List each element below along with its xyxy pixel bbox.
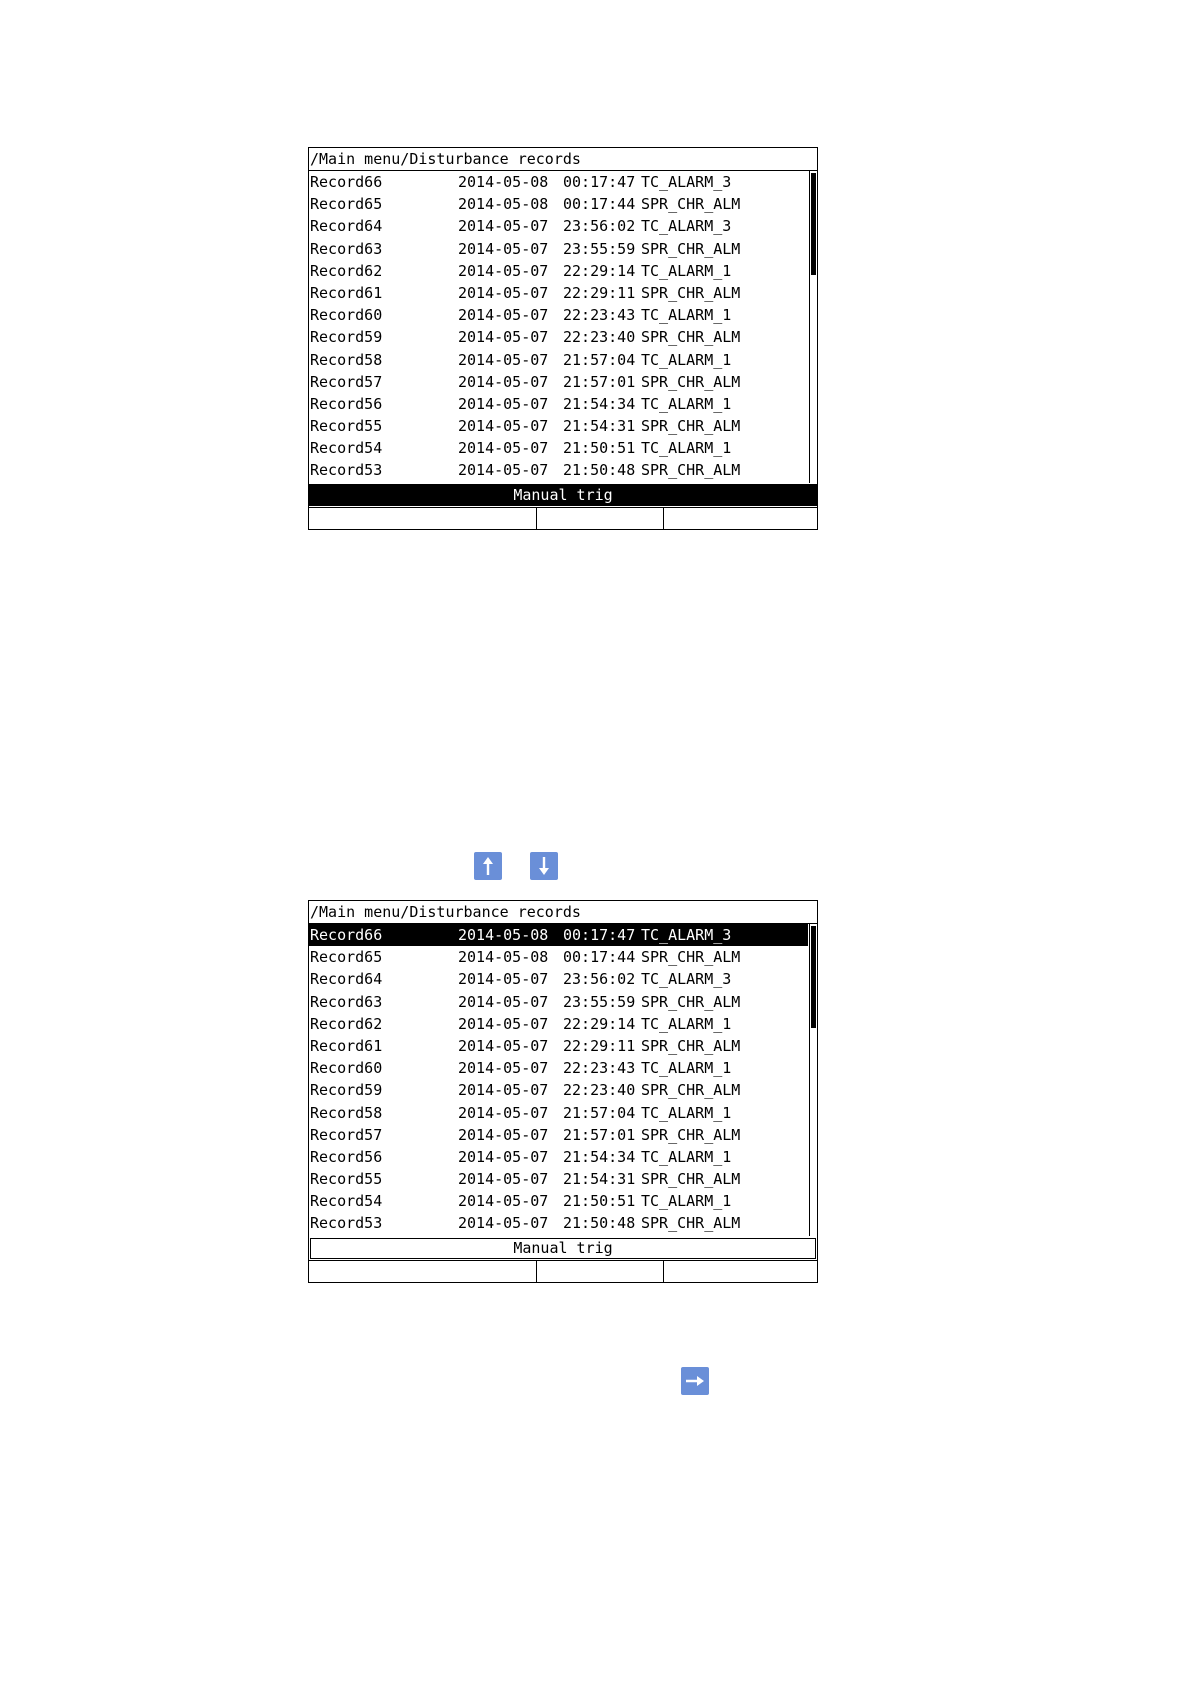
record-time: 21:54:31: [563, 417, 636, 436]
record-event: SPR_CHR_ALM: [641, 239, 741, 258]
record-name: Record66: [310, 926, 383, 944]
record-row[interactable]: [309, 946, 808, 968]
record-event: SPR_CHR_ALM: [641, 948, 741, 967]
record-event: SPR_CHR_ALM: [641, 1214, 741, 1233]
record-time: 22:29:14: [563, 1014, 636, 1033]
record-date: 2014-05-07: [458, 992, 549, 1011]
record-event: TC_ALARM_1: [641, 1103, 732, 1122]
record-time: 22:29:14: [563, 261, 636, 280]
record-date: 2014-05-07: [458, 306, 549, 325]
record-row[interactable]: [309, 437, 808, 459]
record-name: Record63: [310, 239, 383, 258]
record-date: 2014-05-08: [458, 948, 549, 967]
record-list: [309, 171, 808, 482]
softkey-1[interactable]: [309, 1261, 537, 1282]
record-name: Record65: [310, 948, 383, 967]
record-name: Record56: [310, 394, 383, 413]
record-event: SPR_CHR_ALM: [641, 1081, 741, 1100]
record-date: 2014-05-07: [458, 1103, 549, 1122]
record-name: Record57: [310, 372, 383, 391]
record-name: Record58: [310, 1103, 383, 1122]
record-name: Record55: [310, 417, 383, 436]
record-date: 2014-05-07: [458, 1014, 549, 1033]
record-row[interactable]: [309, 193, 808, 215]
lhmi-screen-1: [308, 147, 818, 530]
manual-trig-button[interactable]: Manual trig: [310, 1238, 816, 1259]
record-time: 22:23:43: [563, 306, 636, 325]
arrow-down-icon: [530, 852, 558, 880]
record-time: 21:57:01: [563, 372, 636, 391]
record-time: 23:56:02: [563, 217, 636, 236]
record-event: SPR_CHR_ALM: [641, 328, 741, 347]
record-event: TC_ALARM_1: [641, 1192, 732, 1211]
record-date: 2014-05-07: [458, 1147, 549, 1166]
record-event: SPR_CHR_ALM: [641, 283, 741, 302]
record-event: TC_ALARM_1: [641, 306, 732, 325]
record-row[interactable]: [309, 968, 808, 990]
softkey-3[interactable]: [664, 508, 817, 529]
record-name: Record57: [310, 1125, 383, 1144]
record-name: Record59: [310, 1081, 383, 1100]
record-time: 23:55:59: [563, 239, 636, 258]
record-row[interactable]: [309, 238, 808, 260]
record-event: TC_ALARM_1: [641, 1147, 732, 1166]
record-name: Record55: [310, 1170, 383, 1189]
record-row[interactable]: [309, 260, 808, 282]
record-event: SPR_CHR_ALM: [641, 1125, 741, 1144]
record-name: Record56: [310, 1147, 383, 1166]
record-row[interactable]: [309, 924, 808, 946]
record-date: 2014-05-07: [458, 372, 549, 391]
record-name: Record63: [310, 992, 383, 1011]
record-date: 2014-05-07: [458, 1059, 549, 1078]
record-name: Record61: [310, 283, 383, 302]
breadcrumb: /Main menu/Disturbance records: [309, 901, 817, 924]
record-date: 2014-05-07: [458, 350, 549, 369]
record-time: 21:50:51: [563, 1192, 636, 1211]
record-row[interactable]: [309, 304, 808, 326]
record-date: 2014-05-07: [458, 239, 549, 258]
record-row[interactable]: [309, 1212, 808, 1234]
record-event: SPR_CHR_ALM: [641, 1036, 741, 1055]
record-event: SPR_CHR_ALM: [641, 195, 741, 214]
record-date: 2014-05-08: [458, 926, 549, 944]
record-event: TC_ALARM_1: [641, 439, 732, 458]
record-event: TC_ALARM_1: [641, 1014, 732, 1033]
record-date: 2014-05-07: [458, 1036, 549, 1055]
record-time: 00:17:47: [563, 173, 636, 191]
scrollbar[interactable]: [809, 171, 818, 483]
record-row[interactable]: [309, 349, 808, 371]
record-event: SPR_CHR_ALM: [641, 1170, 741, 1189]
record-event: SPR_CHR_ALM: [641, 461, 741, 480]
softkey-2[interactable]: [537, 1261, 664, 1282]
record-time: 00:17:44: [563, 948, 636, 967]
record-row[interactable]: [309, 1079, 808, 1101]
record-event: TC_ALARM_1: [641, 394, 732, 413]
record-event: SPR_CHR_ALM: [641, 417, 741, 436]
record-event: TC_ALARM_1: [641, 1059, 732, 1078]
record-date: 2014-05-07: [458, 417, 549, 436]
record-date: 2014-05-07: [458, 461, 549, 480]
softkey-2[interactable]: [537, 508, 664, 529]
record-event: TC_ALARM_3: [641, 173, 732, 191]
arrow-right-icon: [681, 1367, 709, 1395]
record-name: Record53: [310, 1214, 383, 1233]
record-time: 22:29:11: [563, 283, 636, 302]
record-time: 22:29:11: [563, 1036, 636, 1055]
record-time: 21:50:48: [563, 461, 636, 480]
record-date: 2014-05-07: [458, 283, 549, 302]
record-time: 23:55:59: [563, 992, 636, 1011]
record-event: TC_ALARM_1: [641, 261, 732, 280]
record-time: 21:50:51: [563, 439, 636, 458]
record-date: 2014-05-07: [458, 1125, 549, 1144]
softkey-1[interactable]: [309, 508, 537, 529]
record-date: 2014-05-07: [458, 394, 549, 413]
record-row[interactable]: [309, 415, 808, 437]
record-name: Record59: [310, 328, 383, 347]
record-row[interactable]: [309, 1013, 808, 1035]
record-time: 21:54:34: [563, 394, 636, 413]
record-row[interactable]: [309, 393, 808, 415]
record-row[interactable]: [309, 1168, 808, 1190]
record-date: 2014-05-07: [458, 217, 549, 236]
record-date: 2014-05-07: [458, 1192, 549, 1211]
record-row[interactable]: [309, 215, 808, 237]
record-name: Record62: [310, 1014, 383, 1033]
record-row[interactable]: [309, 1057, 808, 1079]
record-time: 22:23:43: [563, 1059, 636, 1078]
record-time: 21:57:04: [563, 350, 636, 369]
record-time: 21:57:01: [563, 1125, 636, 1144]
record-row[interactable]: [309, 282, 808, 304]
record-row[interactable]: [309, 459, 808, 481]
record-time: 22:23:40: [563, 1081, 636, 1100]
record-row[interactable]: [309, 1102, 808, 1124]
record-event: SPR_CHR_ALM: [641, 992, 741, 1011]
record-date: 2014-05-08: [458, 173, 549, 191]
scrollbar[interactable]: [809, 924, 818, 1236]
record-name: Record60: [310, 1059, 383, 1078]
record-date: 2014-05-07: [458, 1170, 549, 1189]
record-date: 2014-05-08: [458, 195, 549, 214]
record-name: Record54: [310, 1192, 383, 1211]
softkey-bar: [309, 1260, 817, 1282]
record-name: Record62: [310, 261, 383, 280]
record-time: 00:17:47: [563, 926, 636, 944]
record-event: TC_ALARM_1: [641, 350, 732, 369]
record-date: 2014-05-07: [458, 261, 549, 280]
record-time: 21:50:48: [563, 1214, 636, 1233]
record-event: TC_ALARM_3: [641, 926, 732, 944]
record-event: SPR_CHR_ALM: [641, 372, 741, 391]
record-time: 21:54:31: [563, 1170, 636, 1189]
record-row[interactable]: [309, 1124, 808, 1146]
record-time: 23:56:02: [563, 970, 636, 989]
record-list: [309, 924, 808, 1235]
record-name: Record64: [310, 217, 383, 236]
arrow-up-icon: [474, 852, 502, 880]
record-row[interactable]: [309, 371, 808, 393]
record-date: 2014-05-07: [458, 970, 549, 989]
softkey-bar: [309, 507, 817, 529]
record-date: 2014-05-07: [458, 1214, 549, 1233]
record-date: 2014-05-07: [458, 439, 549, 458]
record-name: Record65: [310, 195, 383, 214]
record-time: 21:57:04: [563, 1103, 636, 1122]
record-name: Record54: [310, 439, 383, 458]
record-name: Record61: [310, 1036, 383, 1055]
record-row[interactable]: [309, 1190, 808, 1212]
record-event: TC_ALARM_3: [641, 217, 732, 236]
lhmi-screen-2: [308, 900, 818, 1283]
record-row[interactable]: [309, 326, 808, 348]
breadcrumb: /Main menu/Disturbance records: [309, 148, 817, 171]
scrollbar-thumb[interactable]: [811, 173, 816, 275]
record-name: Record60: [310, 306, 383, 325]
record-name: Record64: [310, 970, 383, 989]
scrollbar-thumb[interactable]: [811, 926, 816, 1028]
record-name: Record53: [310, 461, 383, 480]
record-date: 2014-05-07: [458, 328, 549, 347]
softkey-3[interactable]: [664, 1261, 817, 1282]
record-row[interactable]: [309, 991, 808, 1013]
record-row[interactable]: [309, 1146, 808, 1168]
record-row[interactable]: [309, 1035, 808, 1057]
record-event: TC_ALARM_3: [641, 970, 732, 989]
record-time: 22:23:40: [563, 328, 636, 347]
record-row[interactable]: [309, 171, 808, 193]
manual-trig-button[interactable]: Manual trig: [309, 484, 817, 506]
record-name: Record58: [310, 350, 383, 369]
record-time: 00:17:44: [563, 195, 636, 214]
record-time: 21:54:34: [563, 1147, 636, 1166]
record-date: 2014-05-07: [458, 1081, 549, 1100]
record-name: Record66: [310, 173, 383, 191]
